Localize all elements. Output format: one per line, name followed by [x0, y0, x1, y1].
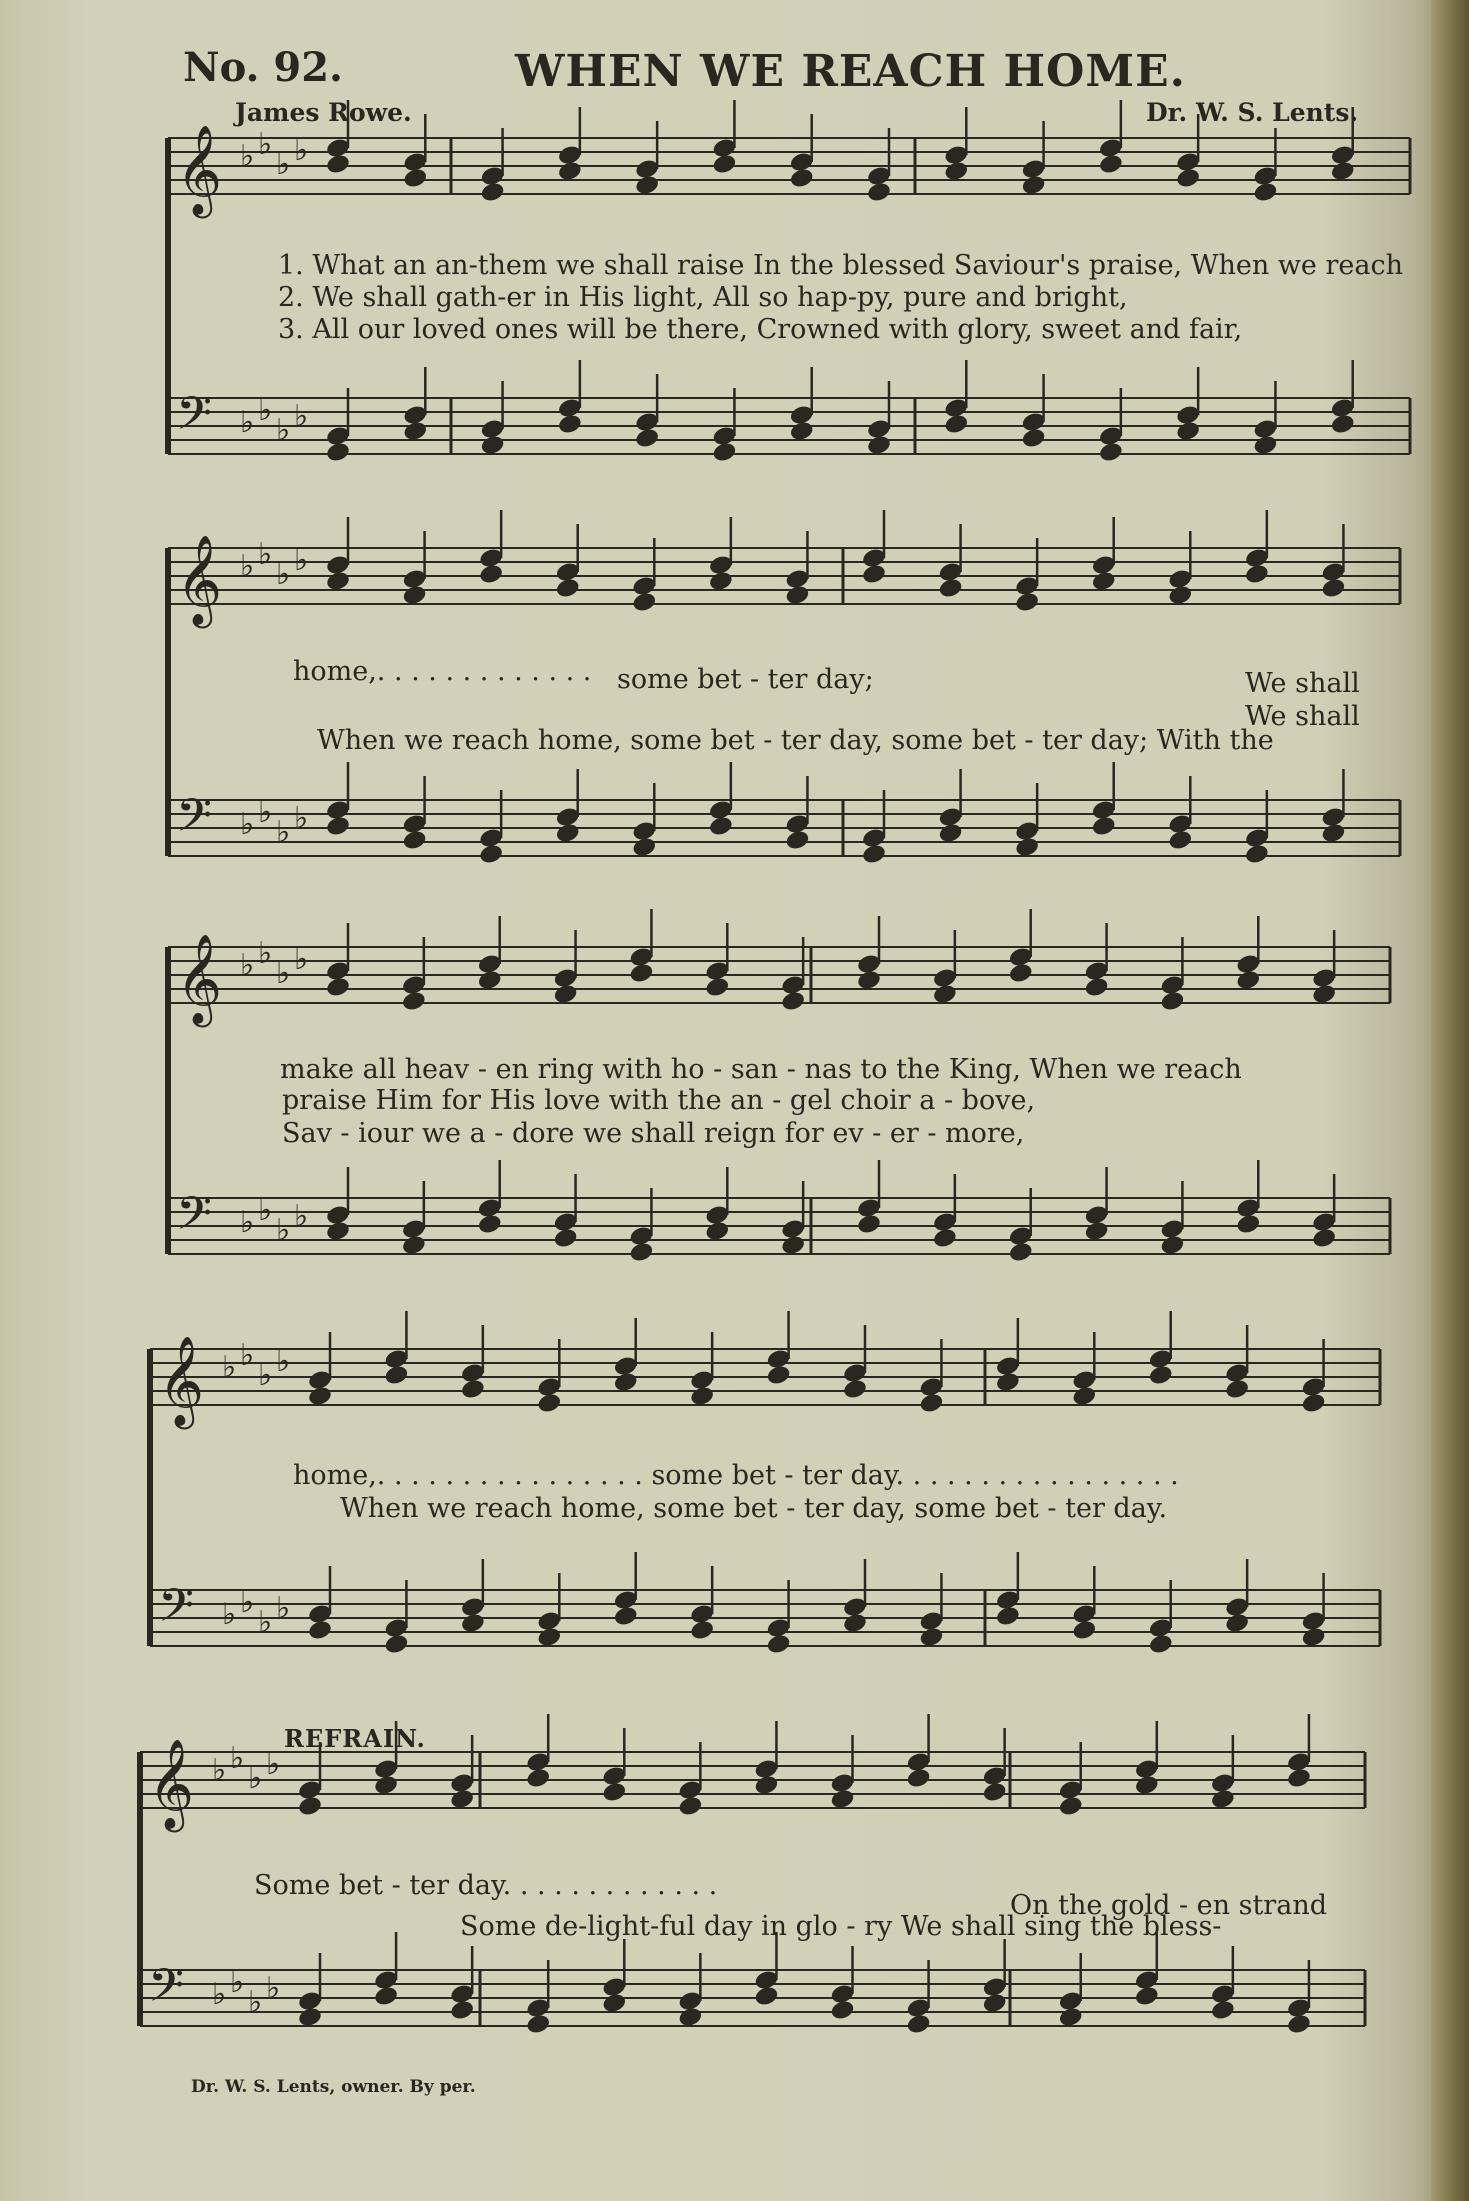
treble-clef-icon: 𝄞 — [176, 934, 223, 1024]
flat-icon: ♭ — [266, 1747, 281, 1782]
note-head — [842, 1612, 868, 1635]
system-3-lyric-3: Sav - iour we a - dore we shall reign for ev - er - more, — [282, 1118, 1025, 1149]
flat-icon: ♭ — [294, 133, 309, 168]
note-head — [711, 441, 737, 464]
note-head — [708, 815, 734, 838]
note-head — [677, 2006, 703, 2029]
flat-icon: ♭ — [276, 1213, 291, 1248]
flat-icon: ♭ — [230, 1965, 245, 2000]
note-head — [552, 983, 578, 1006]
note-head — [297, 1795, 323, 1818]
note-head — [401, 1234, 427, 1257]
note-head — [1058, 2006, 1084, 2029]
flat-icon: ♭ — [248, 1985, 263, 2020]
note-head — [1091, 570, 1117, 593]
note-head — [1252, 181, 1278, 204]
note-head — [784, 829, 810, 852]
note-head — [325, 570, 351, 593]
system-4-lyric-2: When we reach home, some bet - ter day, some bet - ter day. — [340, 1493, 1168, 1524]
note-head — [525, 1767, 551, 1790]
note-head — [536, 1626, 562, 1649]
note-head — [373, 1774, 399, 1797]
note-head — [1175, 167, 1201, 190]
note-head — [1167, 584, 1193, 607]
note-head — [704, 976, 730, 999]
note-head — [525, 2013, 551, 2036]
flat-icon: ♭ — [276, 147, 291, 182]
note-head — [1008, 962, 1034, 985]
note-head — [460, 1612, 486, 1635]
note-head — [780, 990, 806, 1013]
hymn-number: No. 92. — [183, 44, 343, 91]
flat-icon: ♭ — [294, 942, 309, 977]
flat-icon: ♭ — [212, 1977, 227, 2012]
system-2-lyric-3: We shall — [1245, 668, 1360, 699]
note-head — [1311, 983, 1337, 1006]
note-head — [1235, 969, 1261, 992]
note-head — [449, 1788, 475, 1811]
flat-icon: ♭ — [258, 393, 273, 428]
note-head — [789, 167, 815, 190]
note-head — [1083, 976, 1109, 999]
system-2-lyric-4: We shall — [1245, 701, 1360, 732]
note-head — [982, 1992, 1008, 2015]
note-head — [1244, 563, 1270, 586]
note-head — [753, 1774, 779, 1797]
note-head — [1134, 1985, 1160, 2008]
note-head — [325, 976, 351, 999]
note-head — [765, 1364, 791, 1387]
note-head — [601, 1992, 627, 2015]
note-head — [1071, 1619, 1097, 1642]
note-head — [1235, 1213, 1261, 1236]
note-head — [856, 969, 882, 992]
verse-3-line-1: 3. All our loved ones will be there, Crowned with glory, sweet and fair, — [278, 314, 1243, 345]
note-head — [1330, 413, 1356, 436]
note-head — [1014, 836, 1040, 859]
note-head — [780, 1234, 806, 1257]
flat-icon: ♭ — [294, 543, 309, 578]
note-head — [479, 434, 505, 457]
note-head — [1286, 2013, 1312, 2036]
note-head — [711, 153, 737, 176]
note-head — [861, 563, 887, 586]
note-head — [402, 420, 428, 443]
verse-1-line-1: 1. What an an-them we shall raise In the blessed Saviour's praise, When we reach — [278, 250, 1403, 281]
note-head — [613, 1605, 639, 1628]
flat-icon: ♭ — [240, 807, 255, 842]
note-head — [478, 563, 504, 586]
note-head — [628, 962, 654, 985]
note-head — [478, 843, 504, 866]
note-head — [918, 1626, 944, 1649]
note-head — [552, 1227, 578, 1250]
note-head — [789, 420, 815, 443]
flat-icon: ♭ — [222, 1350, 237, 1385]
flat-icon: ♭ — [276, 815, 291, 850]
lyricist: James Rowe. — [235, 98, 412, 127]
flat-icon: ♭ — [248, 1761, 263, 1796]
flat-icon: ♭ — [258, 1358, 273, 1393]
flat-icon: ♭ — [258, 1605, 273, 1640]
note-head — [383, 1364, 409, 1387]
flat-icon: ♭ — [258, 1193, 273, 1228]
note-head — [449, 1999, 475, 2022]
note-head — [555, 822, 581, 845]
flat-icon: ♭ — [258, 127, 273, 162]
flat-icon: ♭ — [294, 1199, 309, 1234]
note-head — [536, 1392, 562, 1415]
system-5-lyric-2: On the gold - en strand — [1010, 1890, 1327, 1921]
note-head — [937, 577, 963, 600]
flat-icon: ♭ — [276, 956, 291, 991]
note-head — [460, 1378, 486, 1401]
note-head — [557, 160, 583, 183]
note-head — [1159, 1234, 1185, 1257]
note-head — [325, 441, 351, 464]
bass-clef-icon: 𝄢 — [176, 1187, 213, 1252]
flat-icon: ♭ — [258, 537, 273, 572]
hymn-title: WHEN WE REACH HOME. — [515, 46, 1186, 97]
note-head — [1330, 160, 1356, 183]
bass-clef-icon: 𝄢 — [176, 387, 213, 452]
note-head — [995, 1371, 1021, 1394]
system-2-lyric-1: home,. . . . . . . . . . . . . — [293, 656, 592, 687]
note-head — [634, 174, 660, 197]
note-head — [932, 1227, 958, 1250]
note-head — [1320, 822, 1346, 845]
note-head — [943, 413, 969, 436]
copyright-footer: Dr. W. S. Lents, owner. By per. — [191, 2077, 476, 2097]
note-head — [829, 1999, 855, 2022]
note-head — [1311, 1227, 1337, 1250]
note-head — [708, 570, 734, 593]
note-head — [1320, 577, 1346, 600]
note-head — [601, 1781, 627, 1804]
note-head — [704, 1220, 730, 1243]
note-head — [383, 1633, 409, 1656]
system-4-lyric-1: home,. . . . . . . . . . . . . . . . some bet - ter day. . . . . . . . . . . . . . . . . — [293, 1460, 1179, 1491]
note-head — [1167, 829, 1193, 852]
note-head — [905, 2013, 931, 2036]
note-head — [477, 1213, 503, 1236]
note-head — [1300, 1392, 1326, 1415]
note-head — [325, 1220, 351, 1243]
flat-icon: ♭ — [276, 557, 291, 592]
note-head — [401, 584, 427, 607]
note-head — [297, 2006, 323, 2029]
treble-clef-icon: 𝄞 — [158, 1336, 205, 1426]
treble-clef-icon: 𝄞 — [176, 535, 223, 625]
note-head — [1224, 1378, 1250, 1401]
note-head — [557, 413, 583, 436]
flat-icon: ♭ — [240, 1205, 255, 1240]
note-head — [1098, 441, 1124, 464]
treble-clef-icon: 𝄞 — [176, 125, 223, 215]
note-head — [634, 427, 660, 450]
note-head — [866, 181, 892, 204]
flat-icon: ♭ — [240, 1585, 255, 1620]
note-head — [918, 1392, 944, 1415]
note-head — [631, 836, 657, 859]
note-head — [932, 983, 958, 1006]
bass-clef-icon: 𝄢 — [148, 1959, 185, 2024]
note-head — [1244, 843, 1270, 866]
note-head — [1286, 1767, 1312, 1790]
flat-icon: ♭ — [230, 1741, 245, 1776]
note-head — [753, 1985, 779, 2008]
flat-icon: ♭ — [294, 801, 309, 836]
refrain-label: REFRAIN. — [284, 1724, 426, 1753]
note-head — [1008, 1241, 1034, 1264]
note-head — [401, 990, 427, 1013]
flat-icon: ♭ — [294, 399, 309, 434]
note-head — [1210, 1999, 1236, 2022]
note-head — [1210, 1788, 1236, 1811]
note-head — [401, 829, 427, 852]
note-head — [402, 167, 428, 190]
note-head — [1071, 1385, 1097, 1408]
verse-2-line-1: 2. We shall gath-er in His light, All so hap-py, pure and bright, — [278, 282, 1128, 313]
note-head — [861, 843, 887, 866]
note-head — [905, 1767, 931, 1790]
flat-icon: ♭ — [276, 1591, 291, 1626]
note-head — [1148, 1364, 1174, 1387]
note-head — [856, 1213, 882, 1236]
note-head — [1020, 174, 1046, 197]
system-3-lyric-2: praise Him for His love with the an - gel choir a - bove, — [282, 1085, 1036, 1116]
note-head — [307, 1619, 333, 1642]
treble-clef-icon: 𝄞 — [148, 1739, 195, 1829]
note-head — [1014, 591, 1040, 614]
note-head — [1098, 153, 1124, 176]
note-head — [325, 815, 351, 838]
note-head — [943, 160, 969, 183]
system-2-lyric-2: some bet - ter day; — [617, 664, 874, 695]
note-head — [1224, 1612, 1250, 1635]
note-head — [677, 1795, 703, 1818]
note-head — [1159, 990, 1185, 1013]
flat-icon: ♭ — [240, 1338, 255, 1373]
note-head — [555, 577, 581, 600]
flat-icon: ♭ — [240, 948, 255, 983]
note-head — [477, 969, 503, 992]
note-head — [765, 1633, 791, 1656]
note-head — [937, 822, 963, 845]
system-5-lyric-1: Some bet - ter day. . . . . . . . . . . . . — [254, 1870, 718, 1901]
note-head — [829, 1788, 855, 1811]
note-head — [1083, 1220, 1109, 1243]
note-head — [1300, 1626, 1326, 1649]
flat-icon: ♭ — [266, 1971, 281, 2006]
flat-icon: ♭ — [276, 413, 291, 448]
bass-clef-icon: 𝄢 — [158, 1579, 195, 1644]
note-head — [1020, 427, 1046, 450]
note-head — [1058, 1795, 1084, 1818]
note-head — [784, 584, 810, 607]
note-head — [842, 1378, 868, 1401]
flat-icon: ♭ — [240, 139, 255, 174]
note-head — [307, 1385, 333, 1408]
note-head — [373, 1985, 399, 2008]
note-head — [631, 591, 657, 614]
flat-icon: ♭ — [212, 1753, 227, 1788]
note-head — [613, 1371, 639, 1394]
note-head — [1148, 1633, 1174, 1656]
note-head — [479, 181, 505, 204]
note-head — [325, 153, 351, 176]
note-head — [995, 1605, 1021, 1628]
note-head — [866, 434, 892, 457]
flat-icon: ♭ — [276, 1344, 291, 1379]
note-head — [628, 1241, 654, 1264]
flat-icon: ♭ — [258, 795, 273, 830]
note-head — [1134, 1774, 1160, 1797]
flat-icon: ♭ — [240, 549, 255, 584]
flat-icon: ♭ — [240, 405, 255, 440]
flat-icon: ♭ — [258, 936, 273, 971]
system-2-lyric-5: When we reach home, some bet - ter day, some bet - ter day; With the — [317, 725, 1274, 756]
note-head — [689, 1385, 715, 1408]
system-3-lyric-1: make all heav - en ring with ho - san - nas to the King, When we reach — [280, 1054, 1242, 1085]
composer: Dr. W. S. Lents. — [1146, 98, 1359, 127]
bass-clef-icon: 𝄢 — [176, 789, 213, 854]
note-head — [1091, 815, 1117, 838]
note-head — [1252, 434, 1278, 457]
note-head — [982, 1781, 1008, 1804]
note-head — [1175, 420, 1201, 443]
note-head — [689, 1619, 715, 1642]
flat-icon: ♭ — [222, 1597, 237, 1632]
system-5-lyric-3: Some de-light-ful day in glo - ry We shall sing the bless- — [460, 1911, 1222, 1942]
